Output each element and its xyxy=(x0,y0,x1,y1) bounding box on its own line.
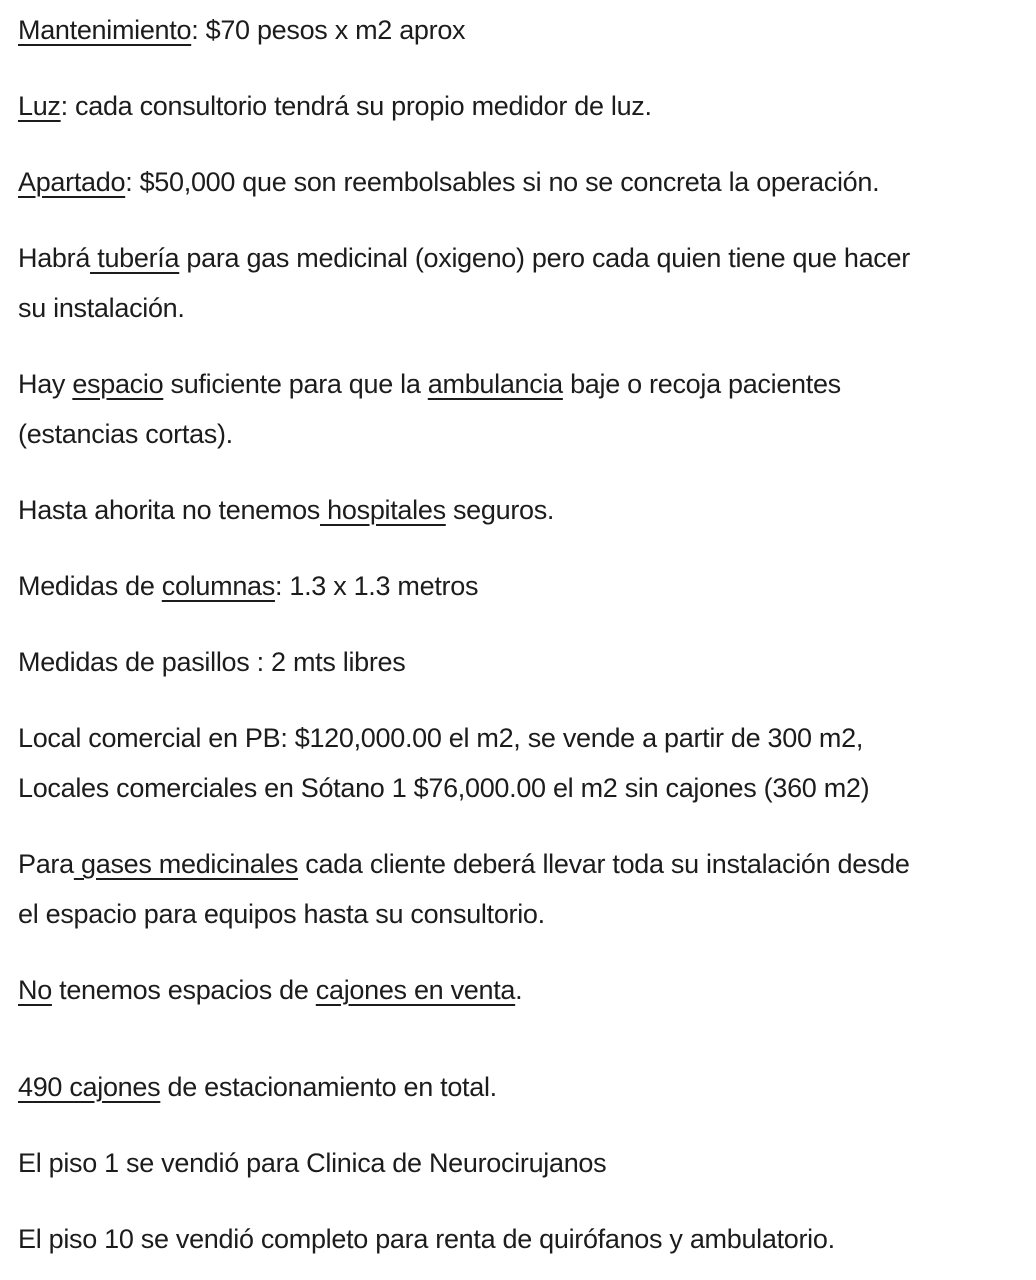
underlined-text-run: ambulancia xyxy=(427,369,563,399)
text-run: baje o recoja pacientes xyxy=(562,369,841,399)
text-line xyxy=(18,965,1028,1015)
text-line xyxy=(18,157,1028,207)
text-line xyxy=(18,233,1028,283)
paragraph xyxy=(18,5,1028,55)
text-run: (estancias cortas). xyxy=(18,419,233,449)
text-line xyxy=(18,5,1028,55)
text-line xyxy=(18,81,1028,131)
text-run: Medidas de pasillos : 2 mts libres xyxy=(18,647,406,677)
underlined-text-run: No xyxy=(18,975,52,1005)
text-run: Hasta ahorita no tenemos xyxy=(18,495,320,525)
paragraph xyxy=(18,157,1028,207)
text-run: El piso 1 se vendió para Clinica de Neurocirujanos xyxy=(18,1148,607,1178)
text-run: tenemos espacios de xyxy=(51,975,316,1005)
text-line xyxy=(18,409,1028,459)
underlined-text-run: tubería xyxy=(90,243,180,273)
text-line xyxy=(18,713,1028,763)
paragraph xyxy=(18,233,1028,333)
text-run: cada cliente deberá llevar toda su instalación desde xyxy=(298,849,910,879)
underlined-text-run: Mantenimiento xyxy=(18,15,192,45)
text-run: : $50,000 que son reembolsables si no se concreta la operación. xyxy=(125,167,880,197)
text-run: : $70 pesos x m2 aprox xyxy=(191,15,466,45)
paragraph xyxy=(18,1138,1028,1188)
text-line xyxy=(18,889,1028,939)
underlined-text-run: Apartado xyxy=(18,167,126,197)
text-line xyxy=(18,763,1028,813)
text-line xyxy=(18,1138,1028,1188)
text-run: Hay xyxy=(18,369,73,399)
paragraph xyxy=(18,81,1028,131)
text-line xyxy=(18,637,1028,687)
paragraph xyxy=(18,965,1028,1015)
text-line xyxy=(18,485,1028,535)
text-run: El piso 10 se vendió completo para renta de quirófanos y ambulatorio. xyxy=(18,1224,835,1254)
text-run: : cada consultorio tendrá su propio medidor de luz. xyxy=(60,91,652,121)
text-run: Medidas de xyxy=(18,571,162,601)
underlined-text-run: espacio xyxy=(72,369,164,399)
paragraph xyxy=(18,1062,1028,1112)
text-line xyxy=(18,359,1028,409)
paragraph xyxy=(18,561,1028,611)
text-run: para gas medicinal (oxigeno) pero cada quien tiene que hacer xyxy=(179,243,910,273)
underlined-text-run: 490 cajones xyxy=(18,1072,161,1102)
text-line xyxy=(18,839,1028,889)
underlined-text-run: gases medicinales xyxy=(73,849,299,879)
text-run: : 1.3 x 1.3 metros xyxy=(274,571,479,601)
text-line xyxy=(18,283,1028,333)
text-run: suficiente para que la xyxy=(163,369,428,399)
text-run: Para xyxy=(18,849,74,879)
paragraph xyxy=(18,359,1028,459)
text-line xyxy=(18,1062,1028,1112)
paragraph xyxy=(18,839,1028,939)
text-run: de estacionamiento en total. xyxy=(160,1072,497,1102)
paragraph xyxy=(18,485,1028,535)
paragraph xyxy=(18,637,1028,687)
text-run: . xyxy=(515,975,523,1005)
underlined-text-run: hospitales xyxy=(319,495,446,525)
text-run: su instalación. xyxy=(18,293,185,323)
text-run: Local comercial en PB: $120,000.00 el m2, se vende a partir de 300 m2, xyxy=(18,723,864,753)
underlined-text-run: Luz xyxy=(18,91,61,121)
text-line xyxy=(18,561,1028,611)
paragraph xyxy=(18,713,1028,813)
text-line xyxy=(18,1214,1028,1264)
text-run: Habrá xyxy=(18,243,91,273)
paragraph xyxy=(18,1214,1028,1264)
underlined-text-run: columnas xyxy=(161,571,275,601)
text-run: Locales comerciales en Sótano 1 $76,000.00 el m2 sin cajones (360 m2) xyxy=(18,773,870,803)
text-run: seguros. xyxy=(445,495,555,525)
text-run: el espacio para equipos hasta su consultorio. xyxy=(18,899,545,929)
underlined-text-run: cajones en venta xyxy=(315,975,516,1005)
